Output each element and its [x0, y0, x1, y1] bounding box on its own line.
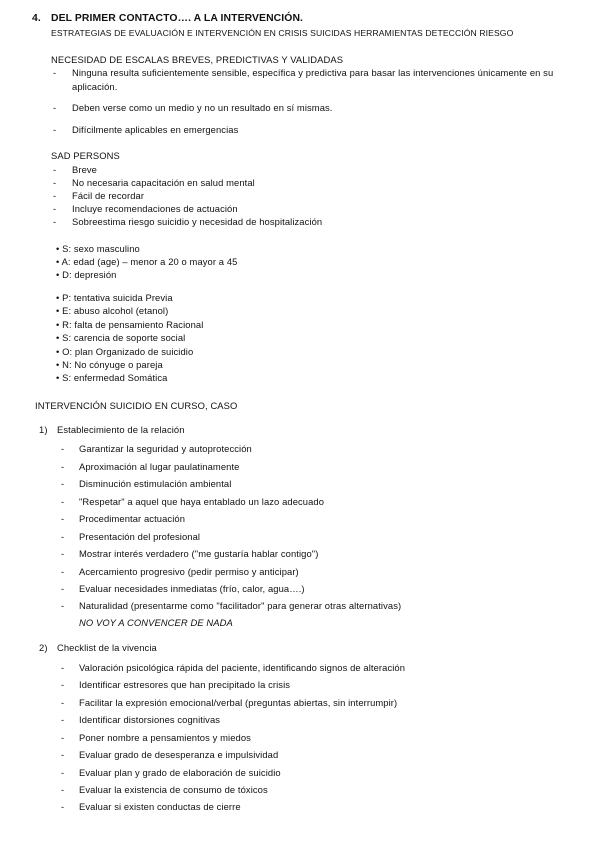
section-1-title: Establecimiento de la relación	[57, 424, 185, 435]
list-item: Difícilmente aplicables en emergencias	[72, 124, 239, 135]
list-dash: -	[61, 600, 65, 611]
list-dash: -	[53, 164, 57, 175]
acronym-item: • P: tentativa suicida Previa	[56, 292, 173, 303]
list-item: Poner nombre a pensamientos y miedos	[79, 732, 251, 743]
list-item: Ninguna resulta suficientemente sensible, específica y predictiva para basar las intervenciones únicamente en su	[72, 67, 554, 78]
acronym-item: • N: No cónyuge o pareja	[56, 359, 163, 370]
acronym-item: • O: plan Organizado de suicidio	[56, 346, 194, 357]
list-item: Deben verse como un medio y no un resultado en sí mismas.	[72, 102, 333, 113]
list-item: Breve	[72, 164, 97, 175]
section-2-number: 2)	[39, 642, 48, 653]
section-2-title: Checklist de la vivencia	[57, 642, 157, 653]
acronym-item: • E: abuso alcohol (etanol)	[56, 305, 169, 316]
acronym-item: • D: depresión	[56, 269, 117, 280]
acronym-item: • S: carencia de soporte social	[56, 332, 186, 343]
list-dash: -	[61, 749, 65, 760]
acronym-item: • R: falta de pensamiento Racional	[56, 319, 204, 330]
page-subtitle: ESTRATEGIAS DE EVALUACIÓN E INTERVENCIÓN EN CRISIS SUICIDAS HERRAMIENTAS DETECCIÓN RIESGO	[51, 28, 514, 38]
list-dash: -	[61, 697, 65, 708]
list-item: Evaluar si existen conductas de cierre	[79, 801, 241, 812]
list-dash: -	[61, 531, 65, 542]
list-item: Mostrar interés verdadero ("me gustaría hablar contigo")	[79, 548, 319, 559]
list-item: Identificar estresores que han precipitado la crisis	[79, 679, 291, 690]
list-item: Garantizar la seguridad y autoprotección	[79, 443, 252, 454]
list-dash: -	[61, 662, 65, 673]
sad-persons-heading: SAD PERSONS	[51, 150, 120, 161]
list-dash: -	[53, 177, 57, 188]
list-dash: -	[61, 714, 65, 725]
section-1-number: 1)	[39, 424, 48, 435]
section-number: 4.	[32, 13, 41, 24]
list-item: Evaluar plan y grado de elaboración de suicidio	[79, 767, 281, 778]
list-dash: -	[53, 203, 57, 214]
list-item: Evaluar necesidades inmediatas (frío, calor, agua….)	[79, 583, 305, 594]
list-dash: -	[61, 801, 65, 812]
list-item: Identificar distorsiones cognitivas	[79, 714, 221, 725]
list-dash: -	[61, 513, 65, 524]
list-dash: -	[61, 566, 65, 577]
intervencion-heading: INTERVENCIÓN SUICIDIO EN CURSO, CASO	[35, 400, 238, 411]
list-item: Valoración psicológica rápida del paciente, identificando signos de alteración	[79, 662, 406, 673]
list-dash: -	[61, 767, 65, 778]
list-item: Facilitar la expresión emocional/verbal (preguntas abiertas, sin interrumpir)	[79, 697, 398, 708]
list-dash: -	[61, 784, 65, 795]
list-dash: -	[61, 496, 65, 507]
list-dash: -	[53, 216, 57, 227]
list-item: Presentación del profesional	[79, 531, 201, 542]
list-item: Aproximación al lugar paulatinamente	[79, 461, 240, 472]
list-item: No necesaria capacitación en salud mental	[72, 177, 255, 188]
list-item: Disminución estimulación ambiental	[79, 478, 232, 489]
list-dash: -	[61, 583, 65, 594]
list-item: Evaluar grado de desesperanza e impulsividad	[79, 749, 279, 760]
list-dash: -	[61, 443, 65, 454]
list-dash: -	[61, 461, 65, 472]
list-dash: -	[61, 732, 65, 743]
page-title: DEL PRIMER CONTACTO…. A LA INTERVENCIÓN.	[51, 13, 304, 24]
list-dash: -	[61, 679, 65, 690]
list-item: Incluye recomendaciones de actuación	[72, 203, 238, 214]
escalas-heading: NECESIDAD DE ESCALAS BREVES, PREDICTIVAS Y VALIDADAS	[51, 54, 344, 65]
acronym-item: • A: edad (age) – menor a 20 o mayor a 45	[56, 256, 238, 267]
list-item: aplicación.	[72, 81, 118, 92]
list-dash: -	[53, 102, 57, 113]
section-1-note: NO VOY A CONVENCER DE NADA	[79, 617, 233, 628]
list-item: "Respetar" a aquel que haya entablado un lazo adecuado	[79, 496, 325, 507]
list-dash: -	[53, 124, 57, 135]
list-dash: -	[61, 478, 65, 489]
list-dash: -	[61, 548, 65, 559]
list-item: Acercamiento progresivo (pedir permiso y anticipar)	[79, 566, 299, 577]
list-dash: -	[53, 190, 57, 201]
list-item: Fácil de recordar	[72, 190, 145, 201]
list-item: Evaluar la existencia de consumo de tóxicos	[79, 784, 268, 795]
acronym-item: • S: sexo masculino	[56, 243, 140, 254]
list-item: Naturalidad (presentarme como "facilitador" para generar otras alternativas)	[79, 600, 402, 611]
acronym-item: • S: enfermedad Somática	[56, 372, 168, 383]
list-item: Procedimentar actuación	[79, 513, 186, 524]
list-dash: -	[53, 67, 57, 78]
list-item: Sobreestima riesgo suicidio y necesidad de hospitalización	[72, 216, 323, 227]
